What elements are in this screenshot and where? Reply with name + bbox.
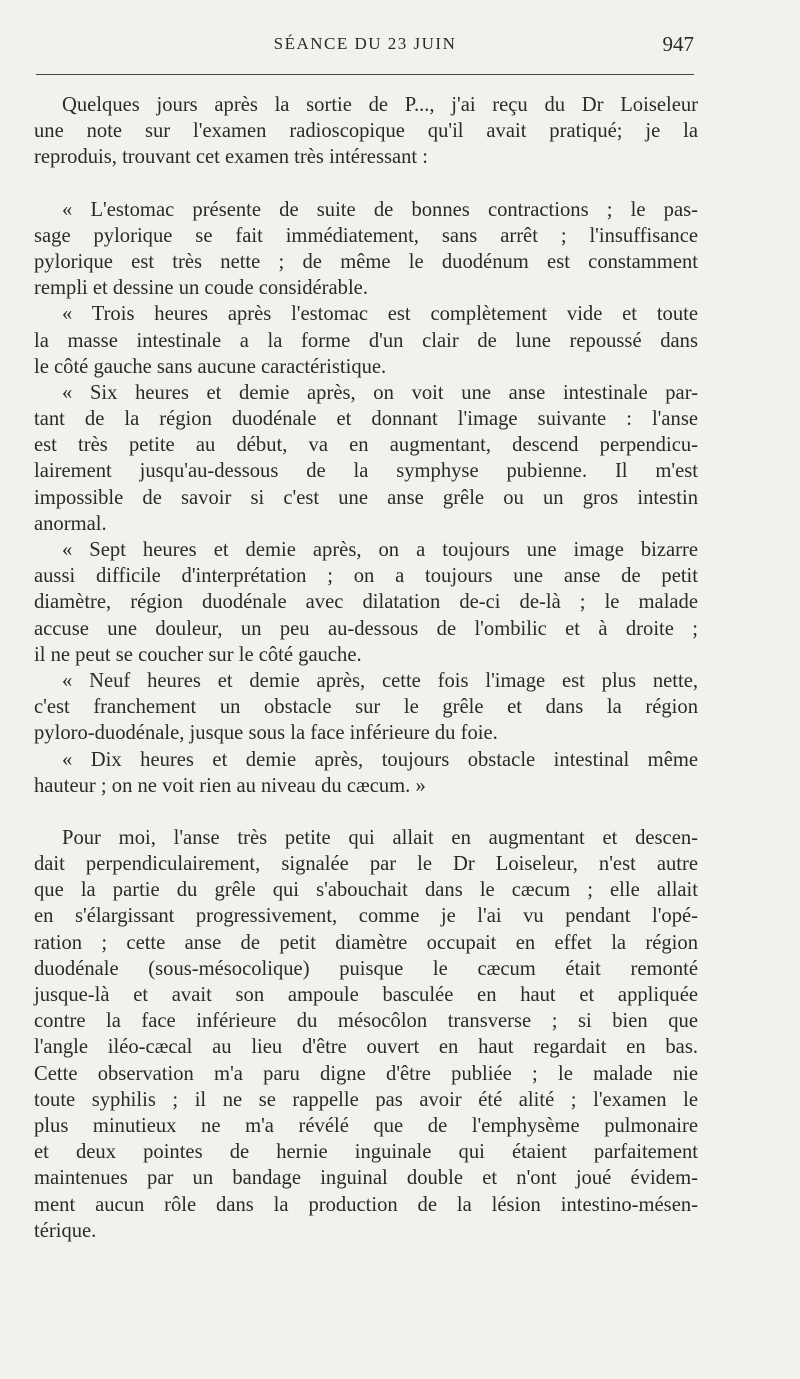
page-number: 947 — [662, 32, 694, 56]
text-line: l'angle iléo-cæcal au lieu d'être ouvert en haut regardait en bas. — [34, 1036, 698, 1059]
text-line: il ne peut se coucher sur le côté gauche. — [34, 643, 362, 666]
paragraph-quote-trois-heures — [34, 301, 698, 380]
text-line: sage pylorique se fait immédiatement, sans arrêt ; l'insuffisance — [34, 224, 698, 247]
text-line: la masse intestinale a la forme d'un clair de lune repoussé dans — [34, 329, 698, 352]
paragraph-quote-dix-heures — [34, 747, 698, 799]
text-line: tant de la région duodénale et donnant l'image suivante : l'anse — [34, 408, 698, 431]
text-line: une note sur l'examen radioscopique qu'il avait pratiqué; je la — [34, 120, 698, 143]
paragraph-intro — [34, 92, 698, 171]
text-line: maintenues par un bandage inguinal double et n'ont joué évidem- — [34, 1167, 698, 1190]
text-line: « Sept heures et demie après, on a toujours une image bizarre — [62, 539, 698, 561]
text-line: térique. — [34, 1219, 97, 1242]
text-line: que la partie du grêle qui s'abouchait dans le cæcum ; elle allait — [34, 879, 698, 902]
body-text — [34, 92, 698, 1244]
text-line: duodénale (sous-mésocolique) puisque le cæcum était remonté — [34, 957, 698, 980]
text-line: aussi difficile d'interprétation ; on a toujours une anse de petit — [34, 565, 698, 588]
text-line: c'est franchement un obstacle sur le grêle et dans la région — [34, 696, 698, 719]
text-line: « Six heures et demie après, on voit une anse intestinale par- — [62, 381, 698, 404]
paragraph-quote-sept-heures — [34, 537, 698, 668]
paragraph-quote-estomac — [34, 197, 698, 302]
text-line: ration ; cette anse de petit diamètre occupait en effet la région — [34, 931, 698, 954]
running-head: SÉANCE DU 23 JUIN — [273, 34, 457, 53]
paragraph-quote-six-heures — [34, 380, 698, 537]
text-line: hauteur ; on ne voit rien au niveau du cæcum. » — [34, 774, 426, 797]
text-line: reproduis, trouvant cet examen très intéressant : — [34, 146, 429, 169]
text-line: impossible de savoir si c'est une anse grêle ou un gros intestin — [34, 486, 698, 509]
paragraph-conclusion — [34, 825, 698, 1244]
text-line: rempli et dessine un coude considérable. — [34, 277, 368, 300]
text-line: en s'élargissant progressivement, comme je l'ai vu pendant l'opé- — [34, 905, 698, 928]
header-rule — [36, 74, 694, 75]
text-line: toute syphilis ; il ne se rappelle pas avoir été alité ; l'examen le — [34, 1088, 698, 1111]
text-line: jusque-là et avait son ampoule basculée en haut et appliquée — [34, 984, 698, 1006]
text-line: Pour moi, l'anse très petite qui allait en augmentant et descen- — [62, 826, 698, 849]
spacer — [34, 799, 698, 825]
text-line: « L'estomac présente de suite de bonnes contractions ; le pas- — [62, 198, 698, 221]
text-line: « Dix heures et demie après, toujours obstacle intestinal même — [62, 748, 698, 771]
text-line: dait perpendiculairement, signalée par le Dr Loiseleur, n'est autre — [34, 853, 698, 876]
text-line: pyloro-duodénale, jusque sous la face inférieure du foie. — [34, 722, 498, 745]
text-line: est très petite au début, va en augmentant, descend perpendicu- — [34, 434, 698, 457]
text-line: plus minutieux ne m'a révélé que de l'emphysème pulmonaire — [34, 1114, 698, 1137]
text-line: Quelques jours après la sortie de P..., j'ai reçu du Dr Loiseleur — [62, 94, 698, 116]
text-line: lairement jusqu'au-dessous de la symphyse pubienne. Il m'est — [34, 460, 698, 483]
text-line: et deux pointes de hernie inguinale qui étaient parfaitement — [34, 1141, 698, 1164]
text-line: ment aucun rôle dans la production de la lésion intestino-mésen- — [34, 1193, 698, 1216]
text-line: le côté gauche sans aucune caractéristique. — [34, 355, 387, 378]
spacer — [34, 171, 698, 197]
page-header — [36, 34, 694, 60]
text-line: accuse une douleur, un peu au-dessous de l'ombilic et à droite ; — [34, 617, 698, 640]
text-line: « Neuf heures et demie après, cette fois l'image est plus nette, — [62, 669, 698, 692]
text-line: pylorique est très nette ; de même le duodénum est constamment — [34, 250, 698, 273]
text-line: « Trois heures après l'estomac est complètement vide et toute — [62, 303, 698, 326]
paragraph-quote-neuf-heures — [34, 668, 698, 747]
text-line: diamètre, région duodénale avec dilatation de-ci de-là ; le malade — [34, 591, 698, 614]
text-line: contre la face inférieure du mésocôlon transverse ; si bien que — [34, 1010, 698, 1033]
text-line: Cette observation m'a paru digne d'être publiée ; le malade nie — [34, 1062, 698, 1085]
text-line: anormal. — [34, 512, 107, 535]
